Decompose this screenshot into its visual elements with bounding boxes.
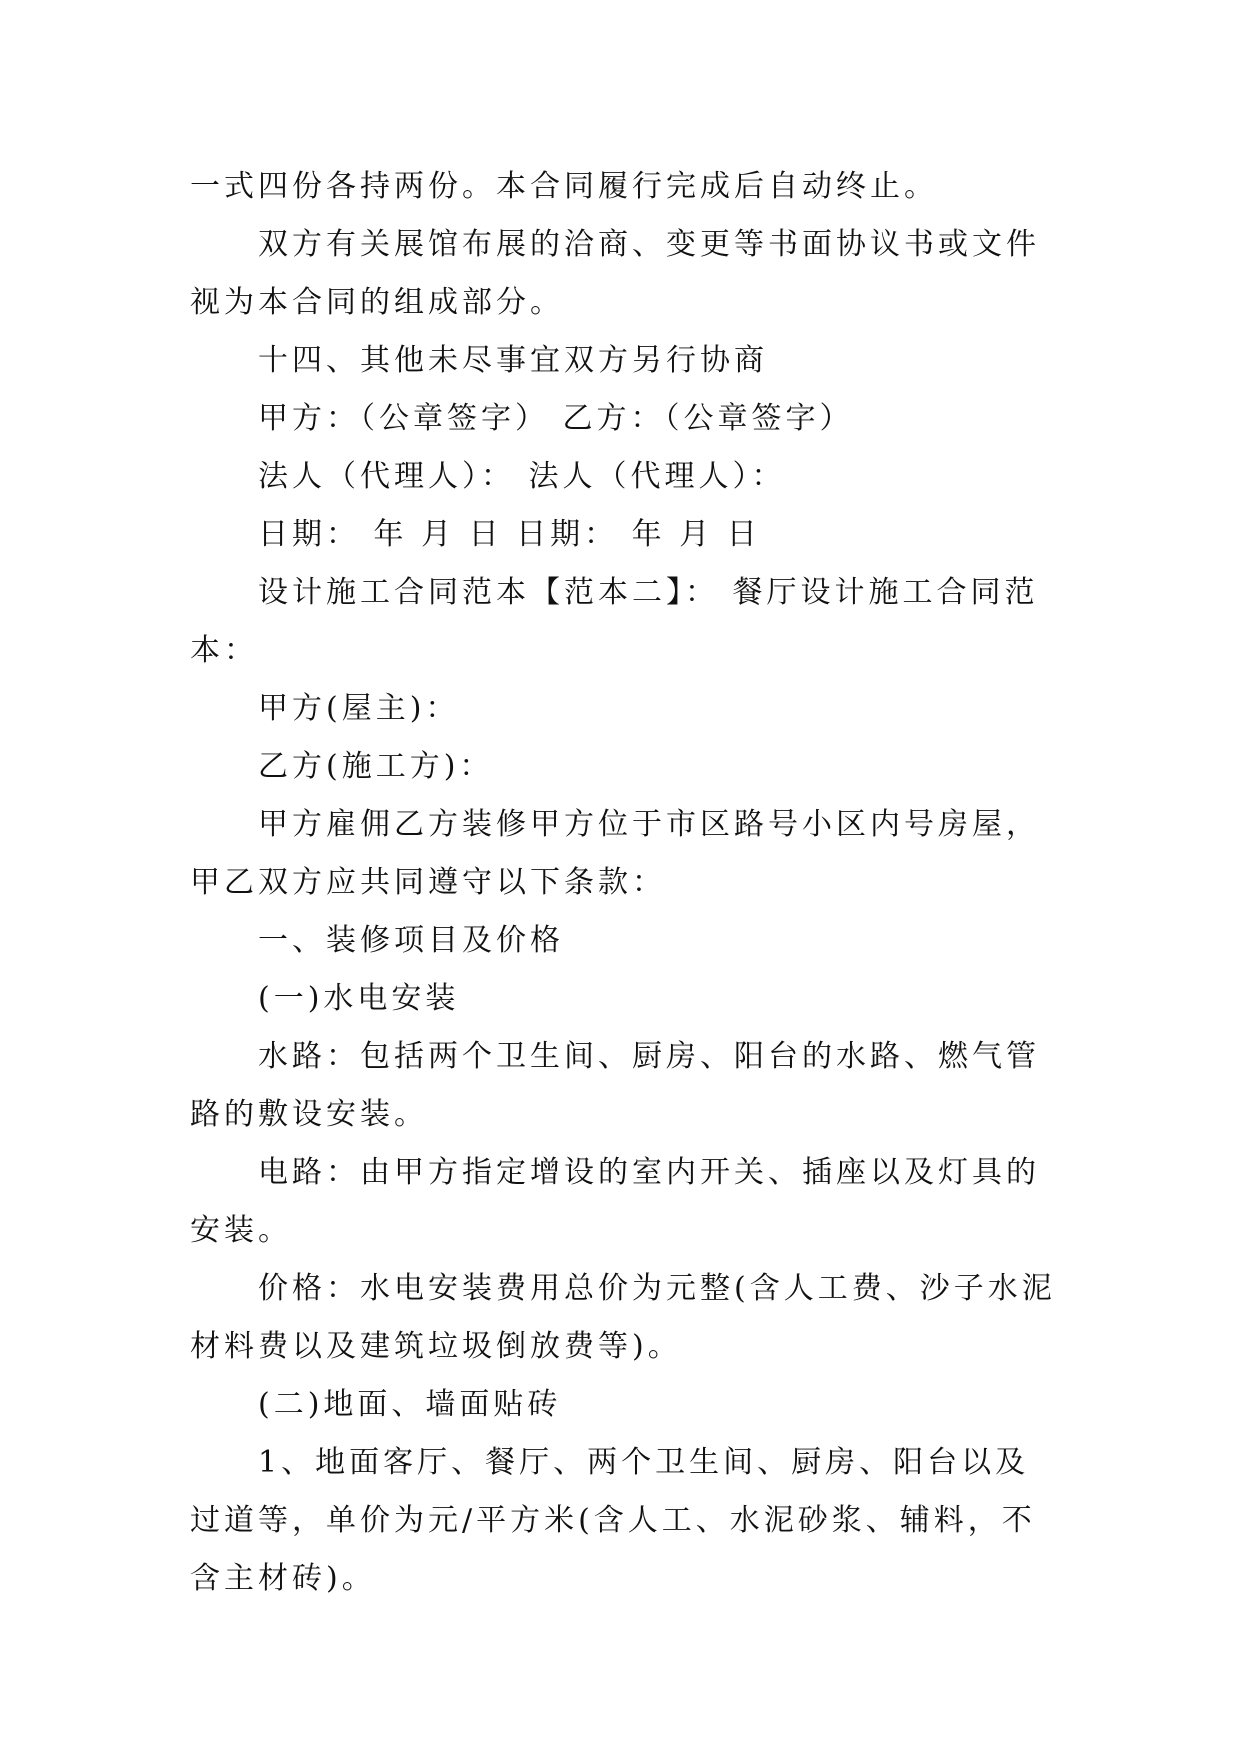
paragraph: 双方有关展馆布展的洽商、变更等书面协议书或文件视为本合同的组成部分。 [190, 227, 1040, 320]
paragraph: 1、地面客厅、餐厅、两个卫生间、厨房、阳台以及过道等，单价为元/平方米(含人工、水泥砂浆、辅料，不含主材砖)。 [190, 1445, 1036, 1596]
paragraph: 水路：包括两个卫生间、厨房、阳台的水路、燃气管路的敷设安装。 [190, 1039, 1040, 1132]
party-a-line: 甲方(屋主)： [258, 691, 460, 726]
signature-line-party: 甲方：（公章签字） 乙方：（公章签字） [258, 401, 854, 436]
paragraph: 价格：水电安装费用总价为元整(含人工费、沙子水泥材料费以及建筑垃圾倒放费等)。 [190, 1271, 1056, 1364]
section-heading: 十四、其他未尽事宜双方另行协商 [258, 343, 768, 378]
paragraph: 一式四份各持两份。本合同履行完成后自动终止。 [190, 169, 938, 204]
contract-title: 设计施工合同范本【范本二】： 餐厅设计施工合同范本： [190, 575, 1039, 668]
document-body [190, 158, 1060, 1608]
party-b-line: 乙方(施工方)： [258, 749, 494, 784]
signature-line-date: 日期： 年 月 日 日期： 年 月 日 [258, 517, 761, 552]
signature-line-legal: 法人（代理人）： 法人（代理人）： [258, 459, 786, 494]
subsection-heading: (一)水电安装 [258, 981, 460, 1016]
paragraph: 甲方雇佣乙方装修甲方位于市区路号小区内号房屋，甲乙双方应共同遵守以下条款： [190, 807, 1040, 900]
paragraph: 电路：由甲方指定增设的室内开关、插座以及灯具的安装。 [190, 1155, 1040, 1248]
subsection-heading: (二)地面、墙面贴砖 [258, 1387, 562, 1422]
section-heading: 一、装修项目及价格 [258, 923, 564, 958]
